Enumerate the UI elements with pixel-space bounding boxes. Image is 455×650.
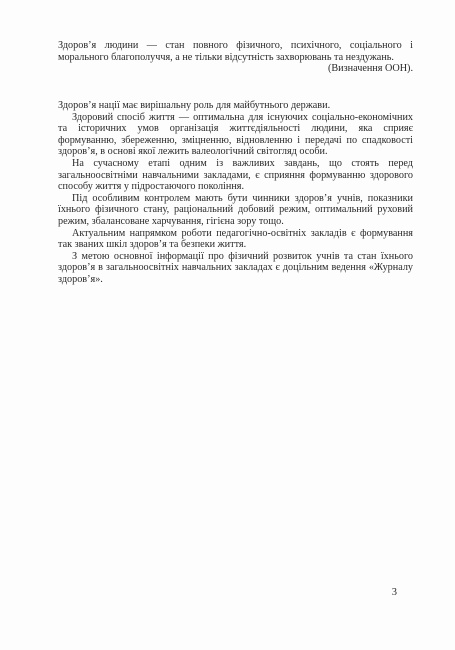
paragraph-1: Здоров’я нації має вирішальну роль для майбутнього держави. <box>58 100 331 111</box>
definition-text: Здоров’я людини — стан повного фізичного, психічного, соціального і морального благополуччя, а не тільки відсутність захворювань та нездужань. <box>58 40 413 63</box>
definition-block <box>58 40 413 75</box>
paragraph-4: Під особливим контролем мають бути чинники здоров’я учнів, показники їхнього фізичного стану, раціональний добовий режим, оптимальний руховий режим, збалансоване харчування, гігієна зору тощо. <box>58 192 413 227</box>
paragraph-6: З метою основної інформації про фізичний розвиток учнів та стан їхнього здоров’я в загальноосвітніх навчальних закладах є доцільним ведення «Журналу здоров’я». <box>58 250 413 285</box>
definition-source: (Визначення ООН). <box>327 63 413 75</box>
paragraph-3: На сучасному етапі одним із важливих завдань, що стоять перед загальноосвітніми навчальними закладами, є сприяння формуванню здорового способу життя у підростаючого покоління. <box>58 157 413 193</box>
body-text <box>58 100 413 286</box>
paragraph-2: Здоровий спосіб життя — оптимальна для існуючих соціально-економічних та історичних умов організація життєдіяльності людини, яка сприяє формуванню, збереженню, зміцненню, відновленню і передачі по спадковості здоров’я, в основі якої лежить валеологічний світогляд особи. <box>58 111 413 158</box>
page-number: 3 <box>391 587 397 598</box>
paragraph-5: Актуальним напрямком роботи педагогічно-освітніх закладів є формування так званих шкіл здоров’я та безпеки життя. <box>58 227 413 251</box>
